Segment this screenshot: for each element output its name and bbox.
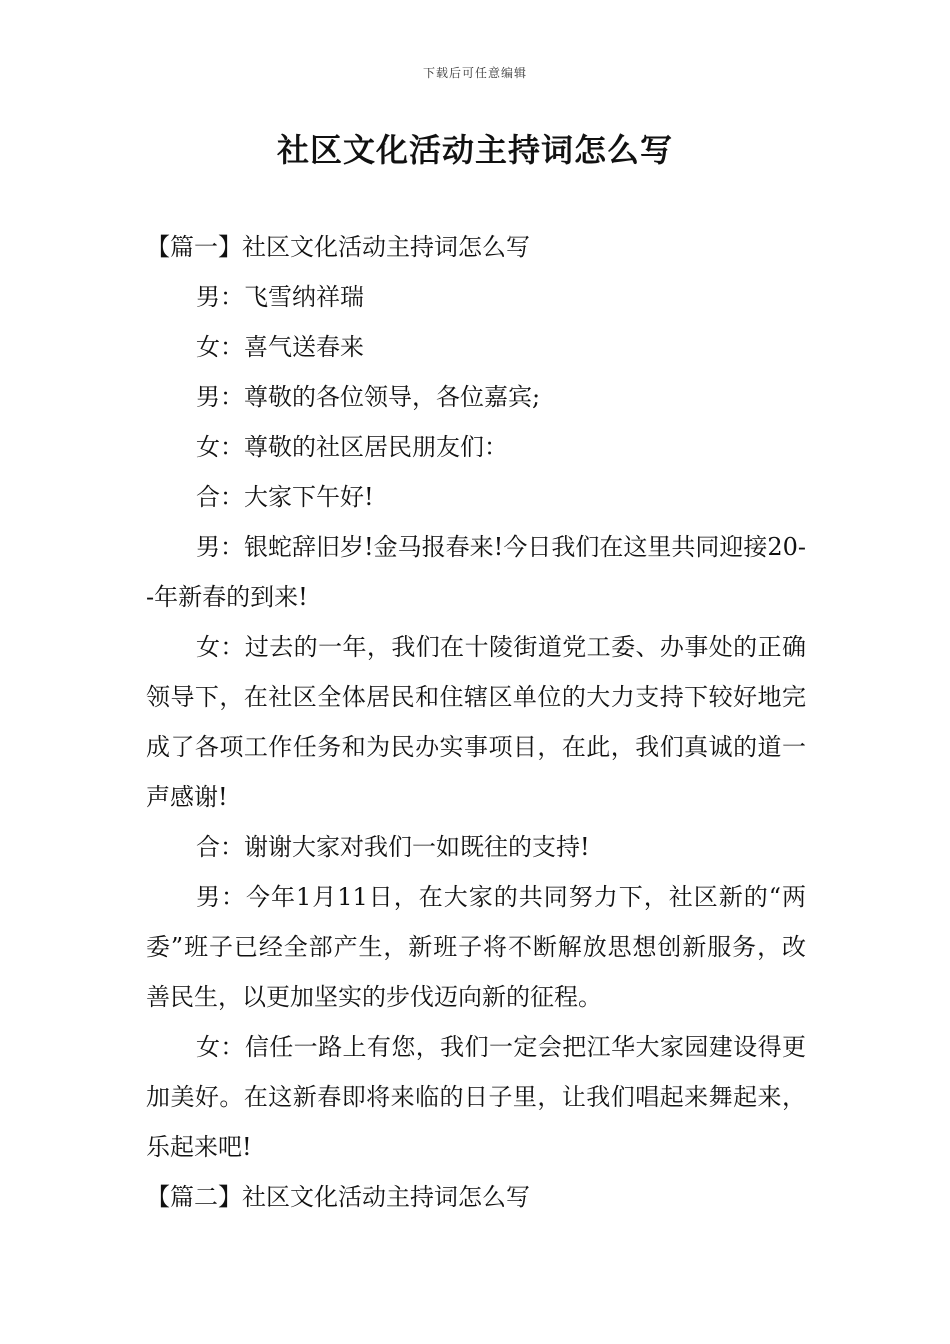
paragraph: 女：尊敬的社区居民朋友们： [196, 433, 508, 461]
paragraph: 合：谢谢大家对我们一如既往的支持! [196, 833, 590, 861]
section-heading-2: 【篇二】社区文化活动主持词怎么写 [146, 1183, 530, 1211]
paragraph: 男：今年1月11日，在大家的共同努力下，社区新的“两委”班子已经全部产生，新班子将不断解放思想创新服务，改善民生，以更加坚实的步伐迈向新的征程。 [146, 883, 806, 1011]
paragraph: 男：银蛇辞旧岁!金马报春来!今日我们在这里共同迎接20--年新春的到来! [146, 533, 806, 611]
document-title: 社区文化活动主持词怎么写 [276, 131, 673, 169]
document-body [146, 222, 806, 1222]
section-heading-1: 【篇一】社区文化活动主持词怎么写 [146, 233, 530, 261]
paragraph: 女：过去的一年，我们在十陵街道党工委、办事处的正确领导下，在社区全体居民和住辖区单位的大力支持下较好地完成了各项工作任务和为民办实事项目，在此，我们真诚的道一声感谢! [146, 633, 806, 811]
paragraph: 男：飞雪纳祥瑞 [196, 283, 364, 311]
paragraph: 女：喜气送春来 [196, 333, 364, 361]
header-note: 下载后可任意编辑 [422, 66, 527, 80]
paragraph: 男：尊敬的各位领导，各位嘉宾; [196, 383, 541, 411]
paragraph: 合：大家下午好! [196, 483, 374, 511]
paragraph: 女：信任一路上有您，我们一定会把江华大家园建设得更加美好。在这新春即将来临的日子里，让我们唱起来舞起来，乐起来吧! [146, 1033, 806, 1161]
